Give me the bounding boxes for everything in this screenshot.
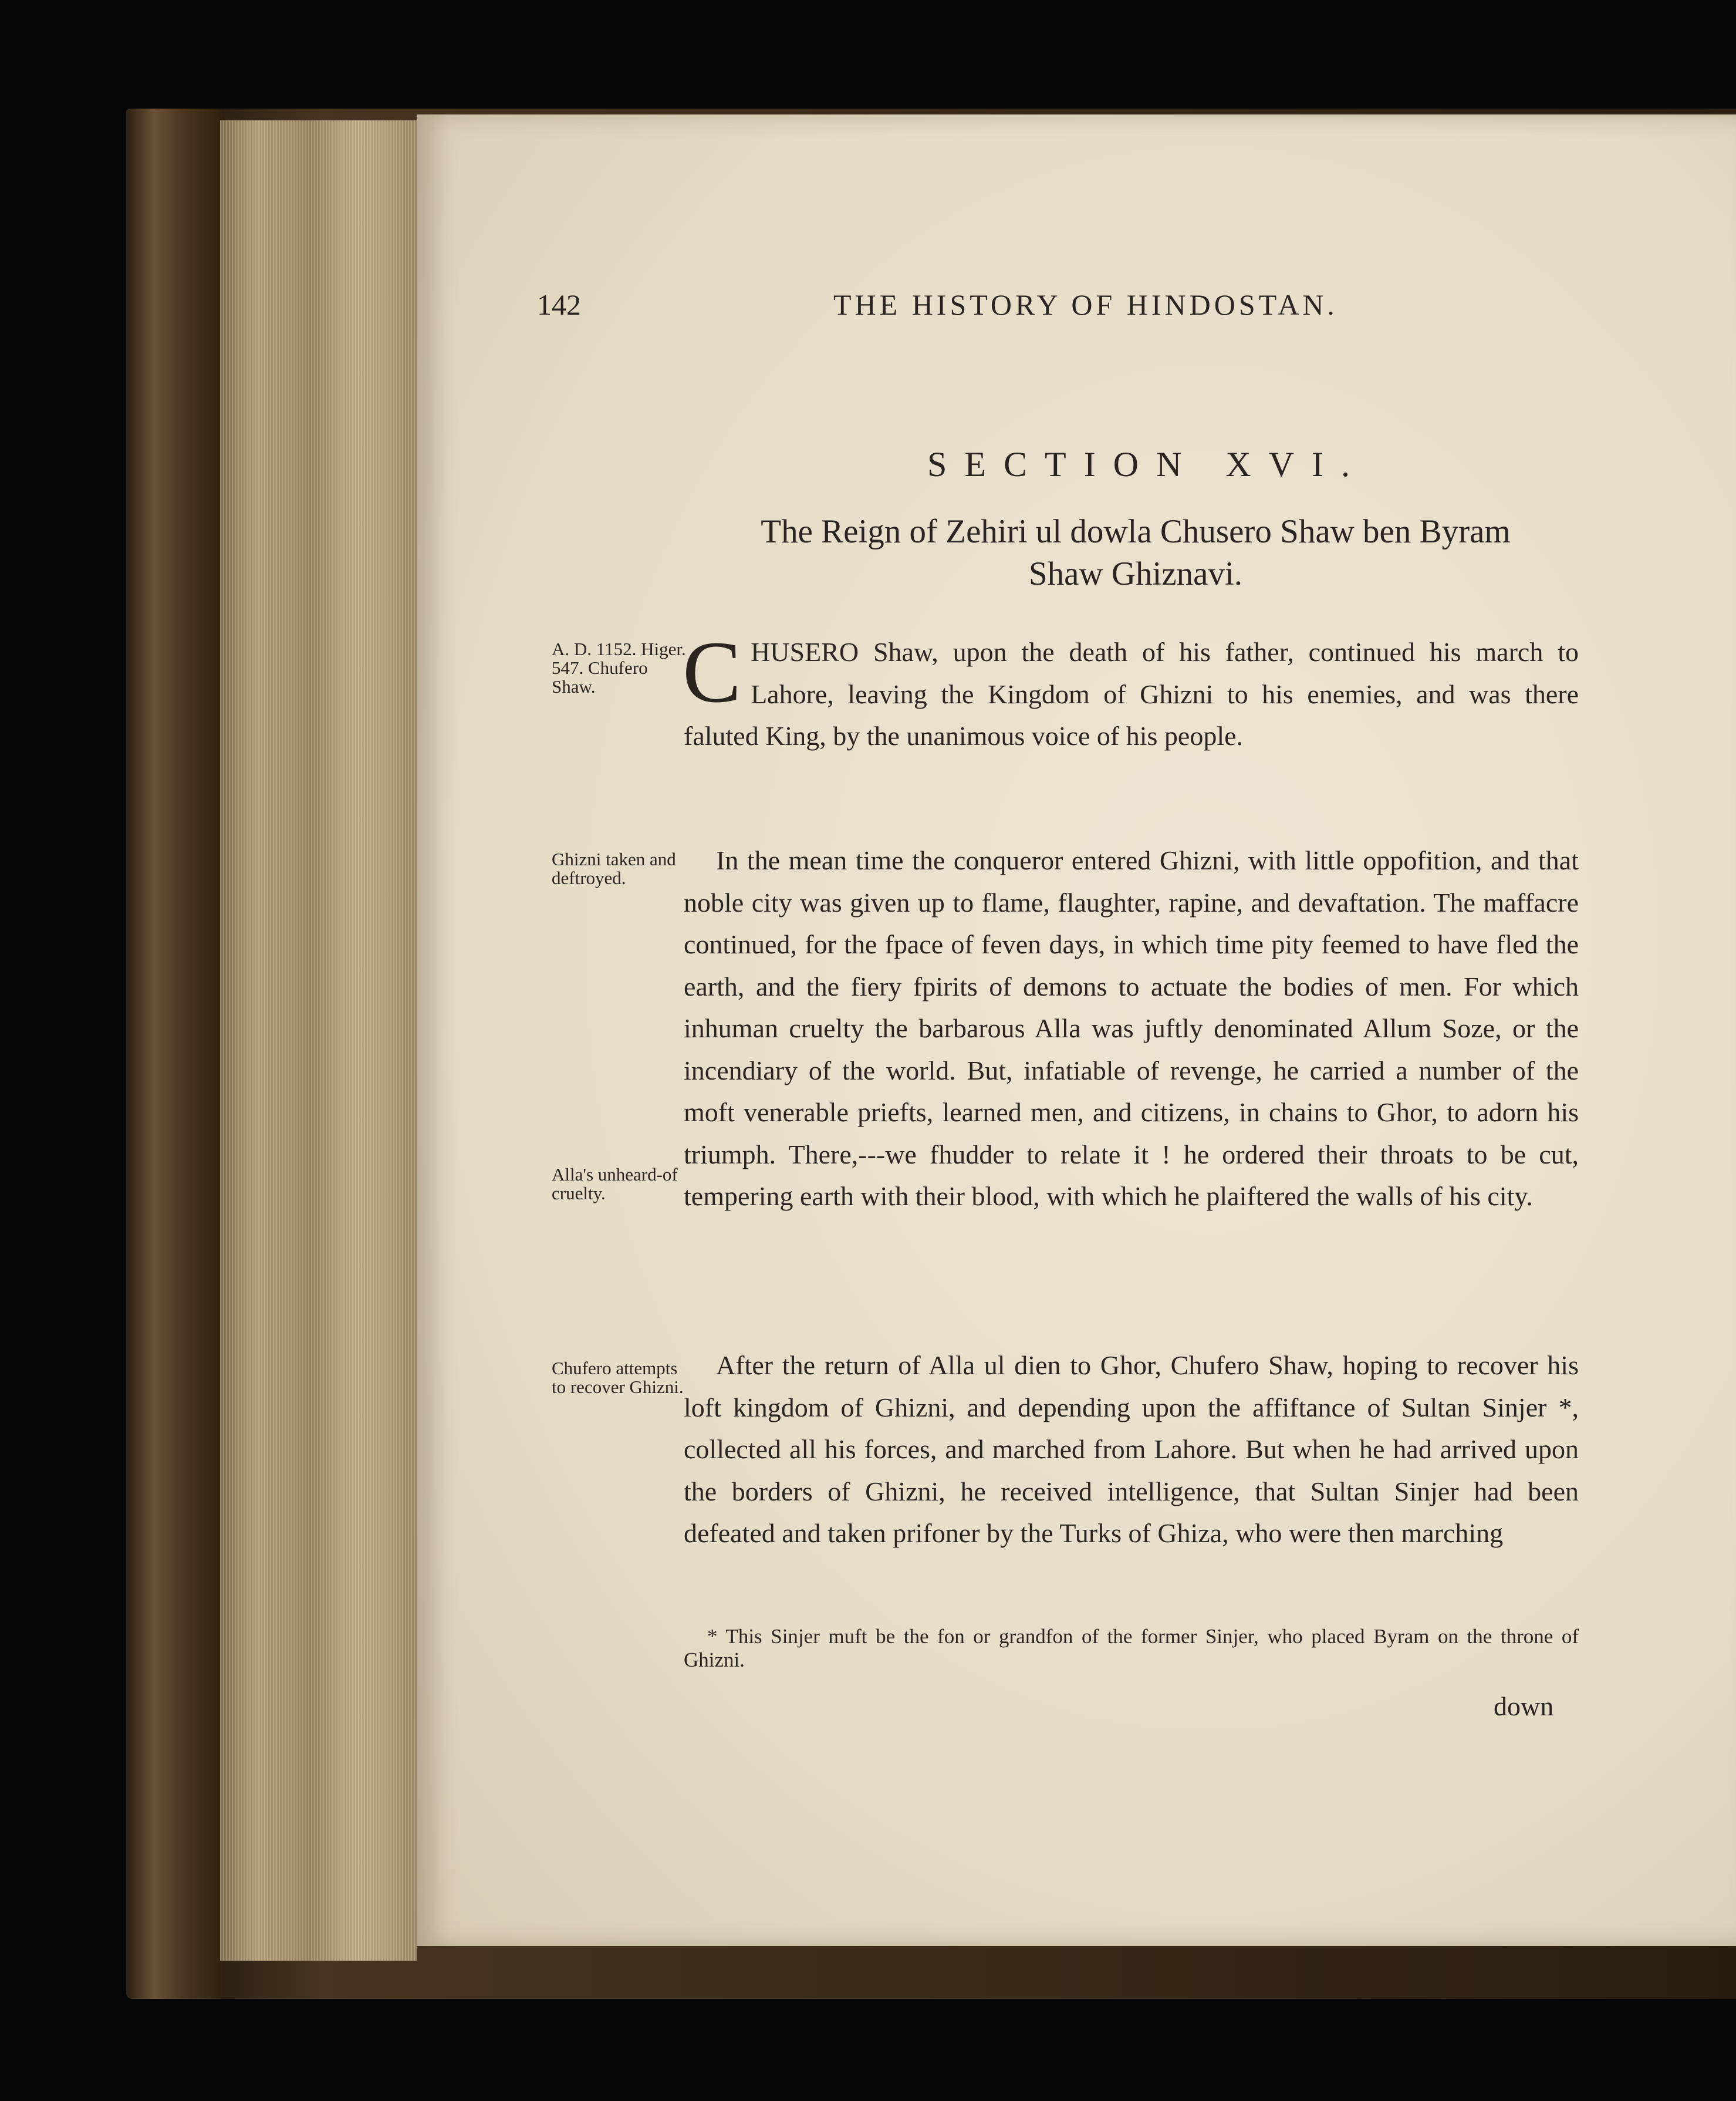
margin-note-ghizni-taken: Ghizni taken and deftroyed.: [552, 849, 676, 888]
footnote: [684, 1625, 1579, 1672]
paragraph-1: [683, 623, 1579, 757]
margin-note-alla-cruelty: Alla's unheard-of cruelty.: [552, 1164, 678, 1203]
paragraph-3-text: After the return of Alla ul dien to Ghor, Chufero Shaw, hoping to recover his loft kingdom of Ghizni, and depending upon the affiftance of Sultan Sinjer *, collected all his forces, and marched from Lahore. But when he had arrived upon the borders of Ghizni, he received intelligence, that Sultan Sinjer had been defeated and taken prifoner by the Turks of Ghiza, who were then marching: [684, 1350, 1579, 1548]
paragraph-1-text: HUSERO Shaw, upon the death of his father, continued his march to Lahore, leaving the Kingdom of Ghizni to his enemies, and was there faluted King, by the unanimous voice of his people.: [684, 637, 1579, 751]
section-heading: SECTION XVI.: [927, 445, 1367, 484]
page-number: 142: [537, 288, 581, 321]
page-edges: [220, 120, 417, 1961]
margin-note-date: A. D. 1152. Higer. 547. Chufero Shaw.: [552, 639, 686, 697]
drop-cap: C: [683, 623, 742, 721]
footnote-text: * This Sinjer muft be the fon or grandfon of the former Sinjer, who placed Byram on the throne of Ghizni.: [684, 1625, 1579, 1671]
reign-title-line-2: Shaw Ghiznavi.: [1028, 555, 1243, 592]
paragraph-3: [684, 1344, 1579, 1554]
catchword: down: [1494, 1691, 1554, 1721]
reign-title: [687, 511, 1585, 595]
book-spine: [126, 109, 220, 1999]
reign-title-line-1: The Reign of Zehiri ul dowla Chusero Shaw ben Byram: [761, 513, 1511, 550]
paragraph-2: [684, 839, 1579, 1218]
margin-note-chusero-attempts: Chufero attempts to recover Ghizni.: [552, 1358, 684, 1397]
paragraph-2-text: In the mean time the conqueror entered Ghizni, with little oppofition, and that noble city was given up to flame, flaughter, rapine, and devaftation. The maffacre continued, for the fpace of feven days, in which time pity feemed to have fled the earth, and the fiery fpirits of demons to actuate the bodies of men. For which inhuman cruelty the barbarous Alla was juftly denominated Allum Soze, or the incendiary of the world. But, infatiable of revenge, he carried a number of the moft venerable priefts, learned men, and citizens, in chains to Ghor, to adorn his triumph. There,---we fhudder to relate it ! he ordered their throats to be cut, tempering earth with their blood, with which he plaiftered the walls of his city.: [684, 845, 1579, 1211]
running-title: THE HISTORY OF HINDOSTAN.: [833, 288, 1338, 321]
